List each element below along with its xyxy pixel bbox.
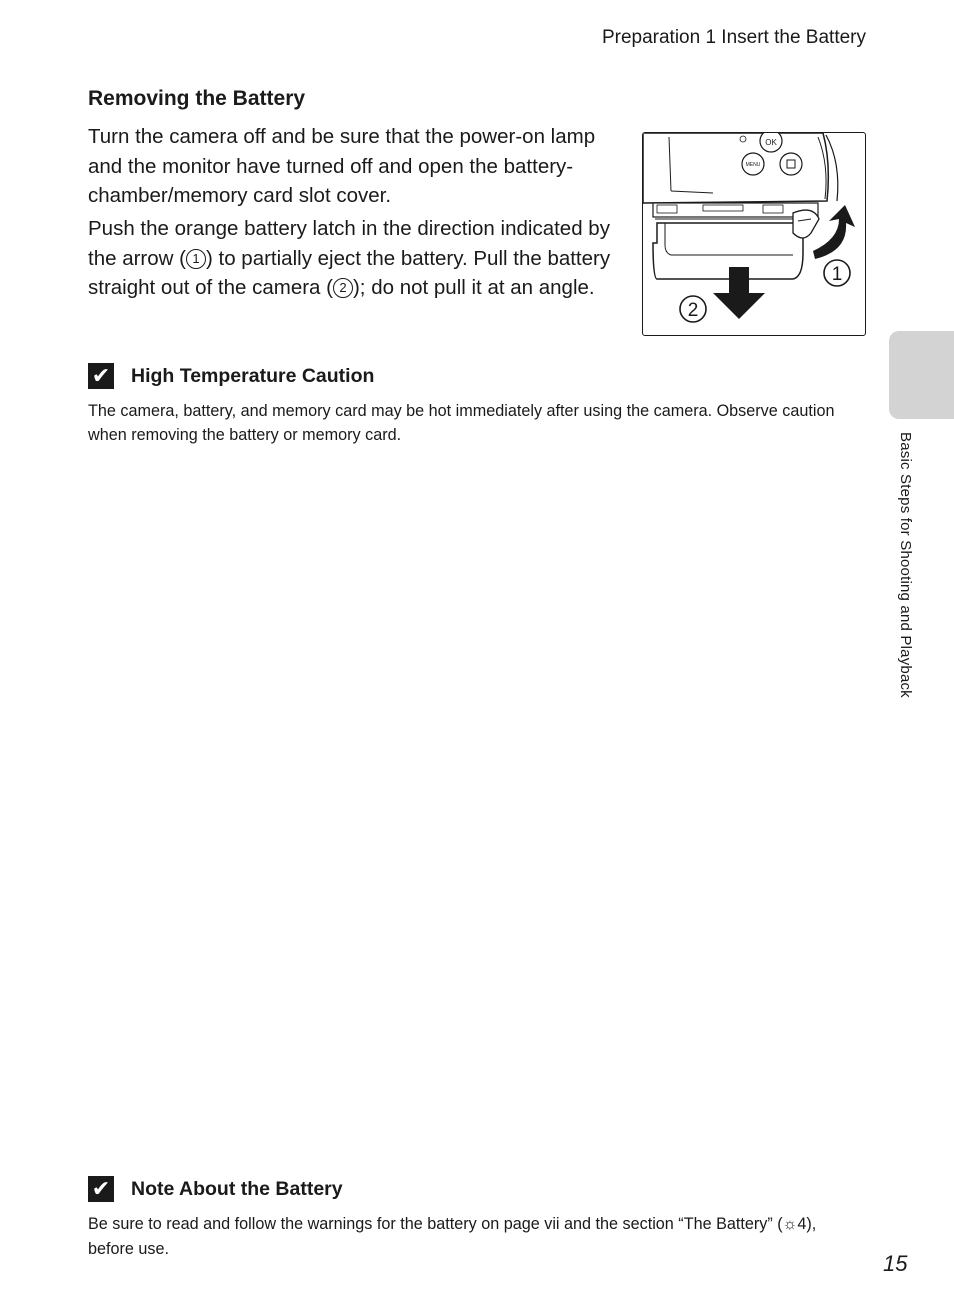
step-1-marker: 1 [186,249,206,269]
camera-battery-drawing [643,133,865,335]
high-temperature-note [88,361,848,447]
instruction-paragraph-2 [88,214,616,303]
paragraph-text-part: ) to partially eject the battery. Pull the battery straight out of the camera ( [88,246,611,299]
paragraph-text-part: ); do not pull it at an angle. [352,276,595,299]
reference-icon: ☼ [782,1216,798,1233]
running-header: Preparation 1 Insert the Battery [601,27,866,48]
note-body [88,1212,848,1261]
checkmark-icon: ✔ [88,363,114,389]
checkmark-icon: ✔ [88,1176,114,1202]
step-2-marker: 2 [333,278,353,298]
ok-button-label: OK [765,138,777,147]
callout-2-label: 2 [687,300,699,321]
note-text-part: Be sure to read and follow the warnings for the battery on page vii and the section “The Battery” ( [88,1215,783,1233]
section-title: Removing the Battery [88,87,306,110]
note-text-part: 4), before use. [88,1215,817,1258]
page-number: 15 [883,1251,908,1276]
note-heading [88,361,848,391]
menu-button-label: MENU [745,162,761,168]
chapter-tab-label: Basic Steps for Shooting and Playback [897,432,914,698]
chapter-tab [889,331,954,419]
note-title: High Temperature Caution [131,364,375,387]
battery-removal-illustration [642,132,866,336]
callout-1-label: 1 [831,264,843,285]
note-body: The camera, battery, and memory card may be hot immediately after using the camera. Observe caution when removing the battery or memory card. [88,402,835,444]
battery-note [88,1174,848,1261]
note-title: Note About the Battery [131,1177,343,1200]
paragraph-text-part: Push the orange battery latch in the direction indicated by the arrow ( [88,217,610,270]
instruction-paragraph-1: Turn the camera off and be sure that the power-on lamp and the monitor have turned off and open the battery-chamber/memory card slot cover. [88,125,596,207]
note-heading [88,1174,848,1204]
